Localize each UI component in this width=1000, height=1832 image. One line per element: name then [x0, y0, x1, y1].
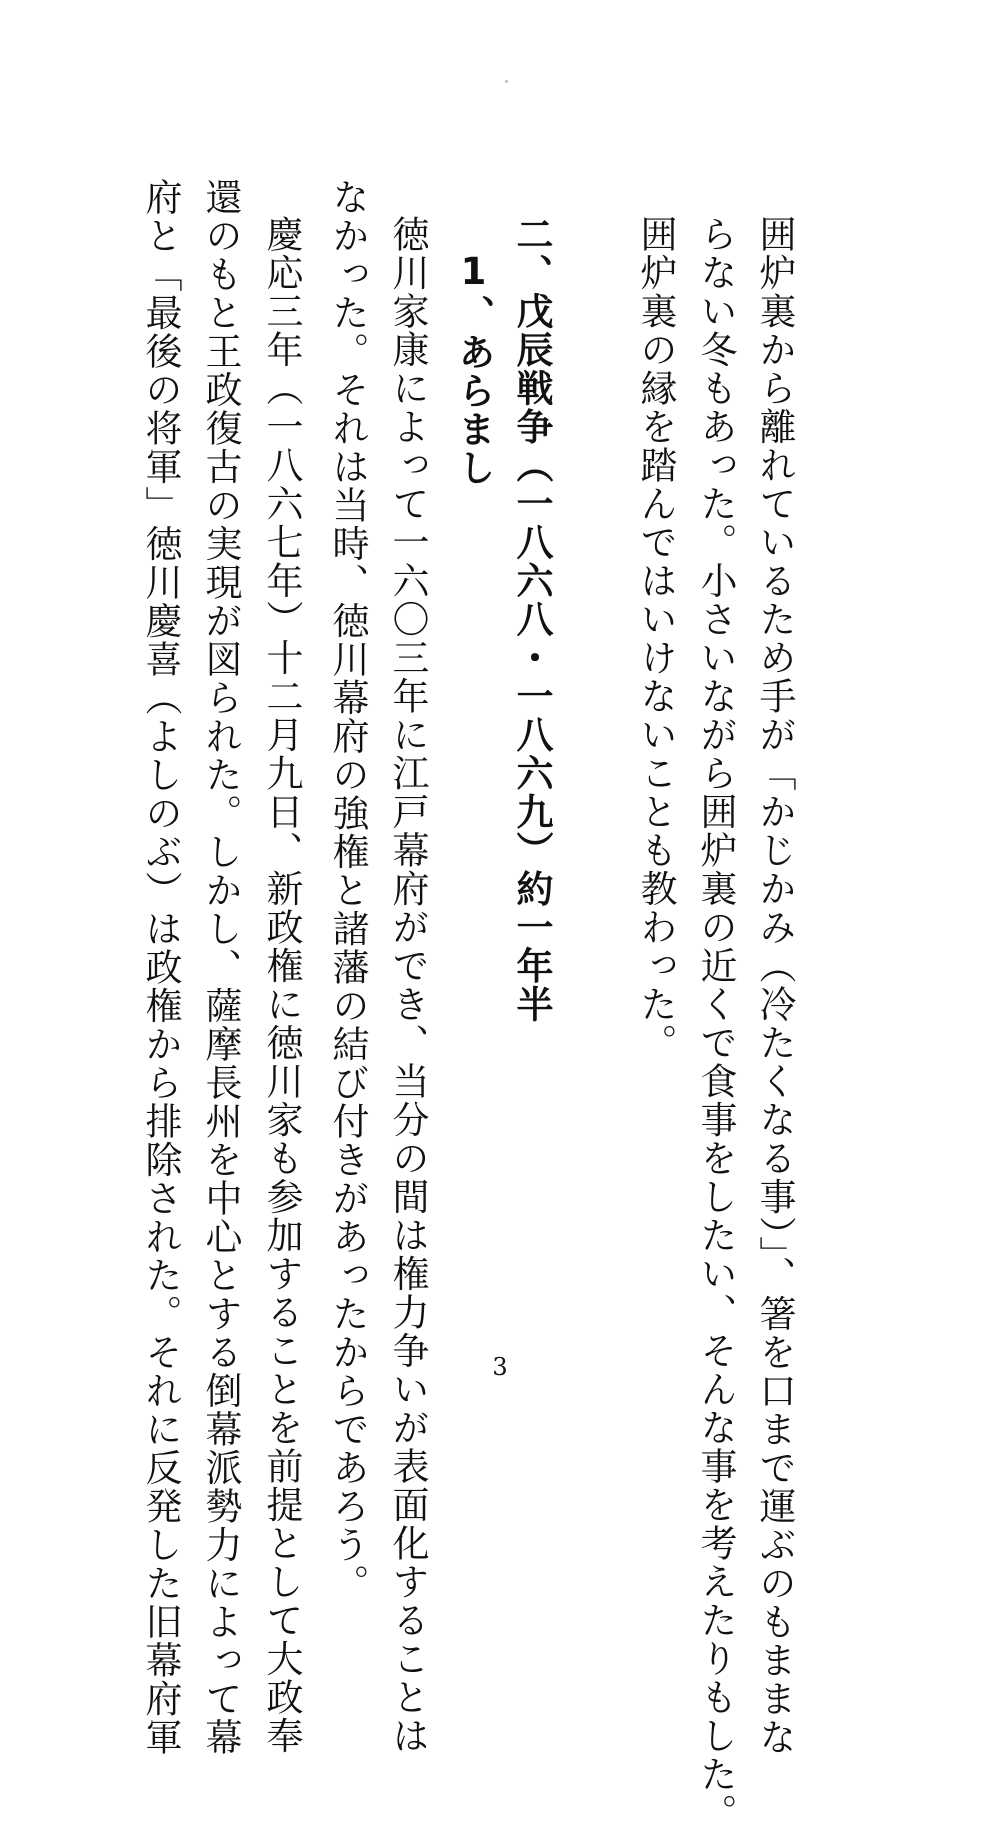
text-column-10: 府と「最後の将軍」徳川慶喜（よしのぶ）は政権から排除された。それに反発した旧幕府軍 — [139, 178, 182, 1757]
text-column-7: なかった。それは当時、徳川幕府の強権と諸藩の結び付きがあったからであろう。 — [326, 178, 369, 1603]
text-column-9: 還のもと王政復古の実現が図られた。しかし、薩摩長州を中心とする倒幕派勢力によって幕 — [199, 178, 242, 1757]
text-column-2: らない冬もあった。小さいながら囲炉裏の近くで食事をしたい、そんな事を考えたりもした。 — [694, 215, 737, 1832]
scan-speck — [505, 80, 508, 83]
text-column-8: 慶応三年（一八六七年）十二月九日、新政権に徳川家も参加することを前提として大政奉 — [260, 215, 303, 1755]
text-column-6: 徳川家康によって一六〇三年に江戸幕府ができ、当分の間は権力争いが表面化することは — [386, 215, 429, 1755]
subsection-heading: 1、あらまし — [452, 250, 495, 487]
page-number: 3 — [492, 1353, 508, 1381]
section-heading: 二、戊辰戦争（一八六八・一八六九）約一年半 — [510, 215, 553, 1024]
text-column-3: 囲炉裏の縁を踏んではいけないことも教わった。 — [634, 215, 677, 1062]
text-column-1: 囲炉裏から離れているため手が「かじかみ（冷たくなる事）」、箸を口まで運ぶのもままな — [753, 215, 796, 1757]
